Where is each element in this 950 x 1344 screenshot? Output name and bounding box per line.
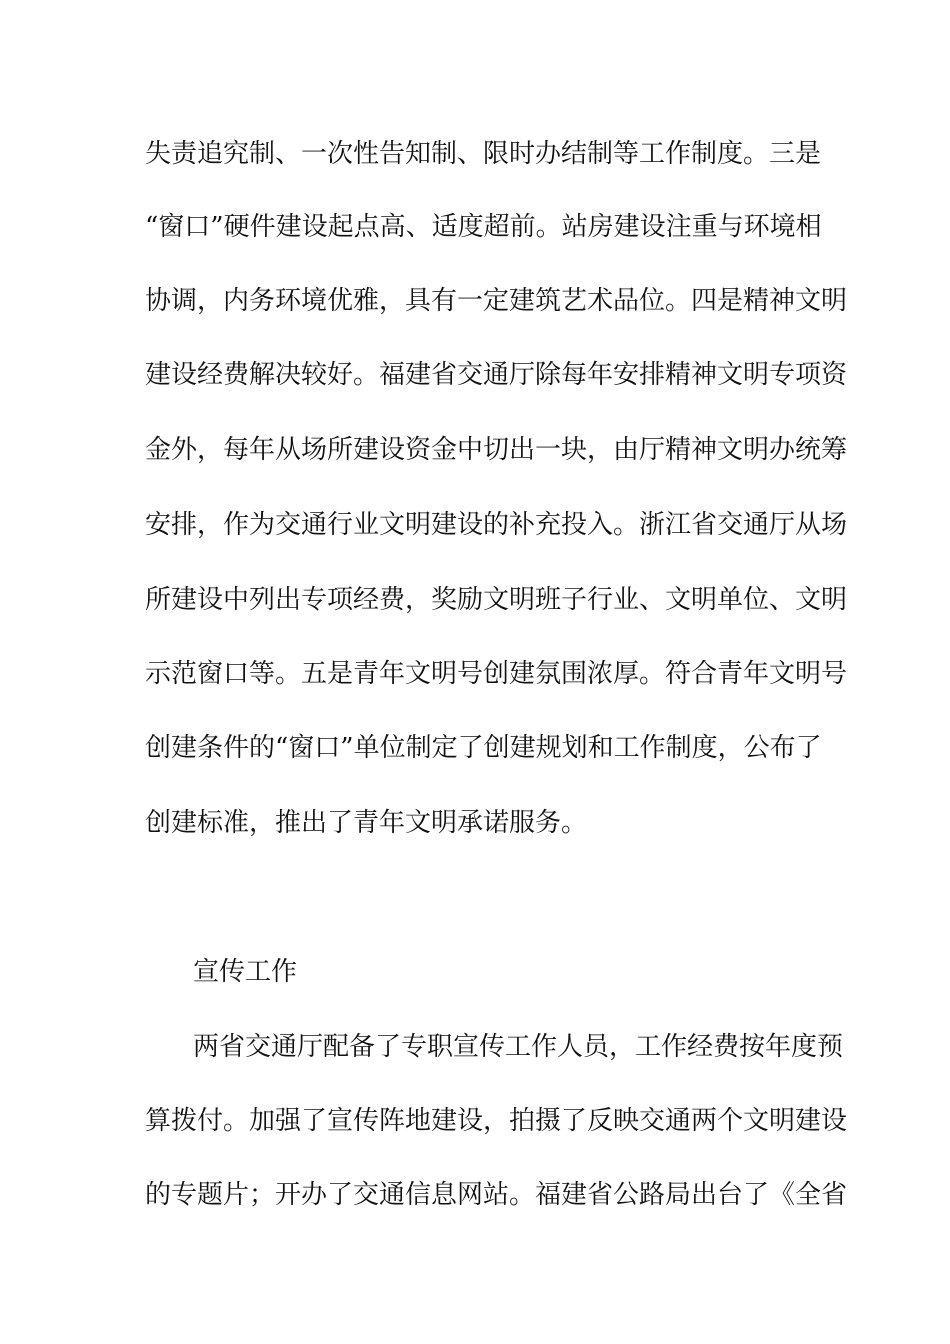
paragraph-line: 所建设中列出专项经费，奖励文明班子行业、文明单位、文明 [145,585,848,615]
paragraph-line: 安排，作为交通行业文明建设的补充投入。浙江省交通厅从场 [145,510,848,540]
paragraph-line: “窗口”硬件建设起点高、适度超前。站房建设注重与环境相 [145,212,822,242]
paragraph-line: 创建标准，推出了青年文明承诺服务。 [145,808,588,838]
paragraph-line: 金外，每年从场所建设资金中切出一块，由厅精神文明办统筹 [145,435,848,465]
paragraph-line: 示范窗口等。五是青年文明号创建氛围浓厚。符合青年文明号 [145,659,848,689]
paragraph-line: 算拨付。加强了宣传阵地建设，拍摄了反映交通两个文明建设 [145,1106,848,1136]
paragraph-line: 创建条件的“窗口”单位制定了创建规划和工作制度，公布了 [145,733,822,763]
section-heading: 宣传工作 [193,957,298,987]
paragraph-line: 失责追究制、一次性告知制、限时办结制等工作制度。三是 [145,139,822,169]
paragraph-line: 建设经费解决较好。福建省交通厅除每年安排精神文明专项资 [145,360,848,390]
paragraph-line: 的专题片；开办了交通信息网站。福建省公路局出台了《全省 [145,1180,848,1210]
paragraph-line: 协调，内务环境优雅，具有一定建筑艺术品位。四是精神文明 [145,286,848,316]
paragraph-line: 两省交通厅配备了专职宣传工作人员，工作经费按年度预 [193,1032,844,1062]
